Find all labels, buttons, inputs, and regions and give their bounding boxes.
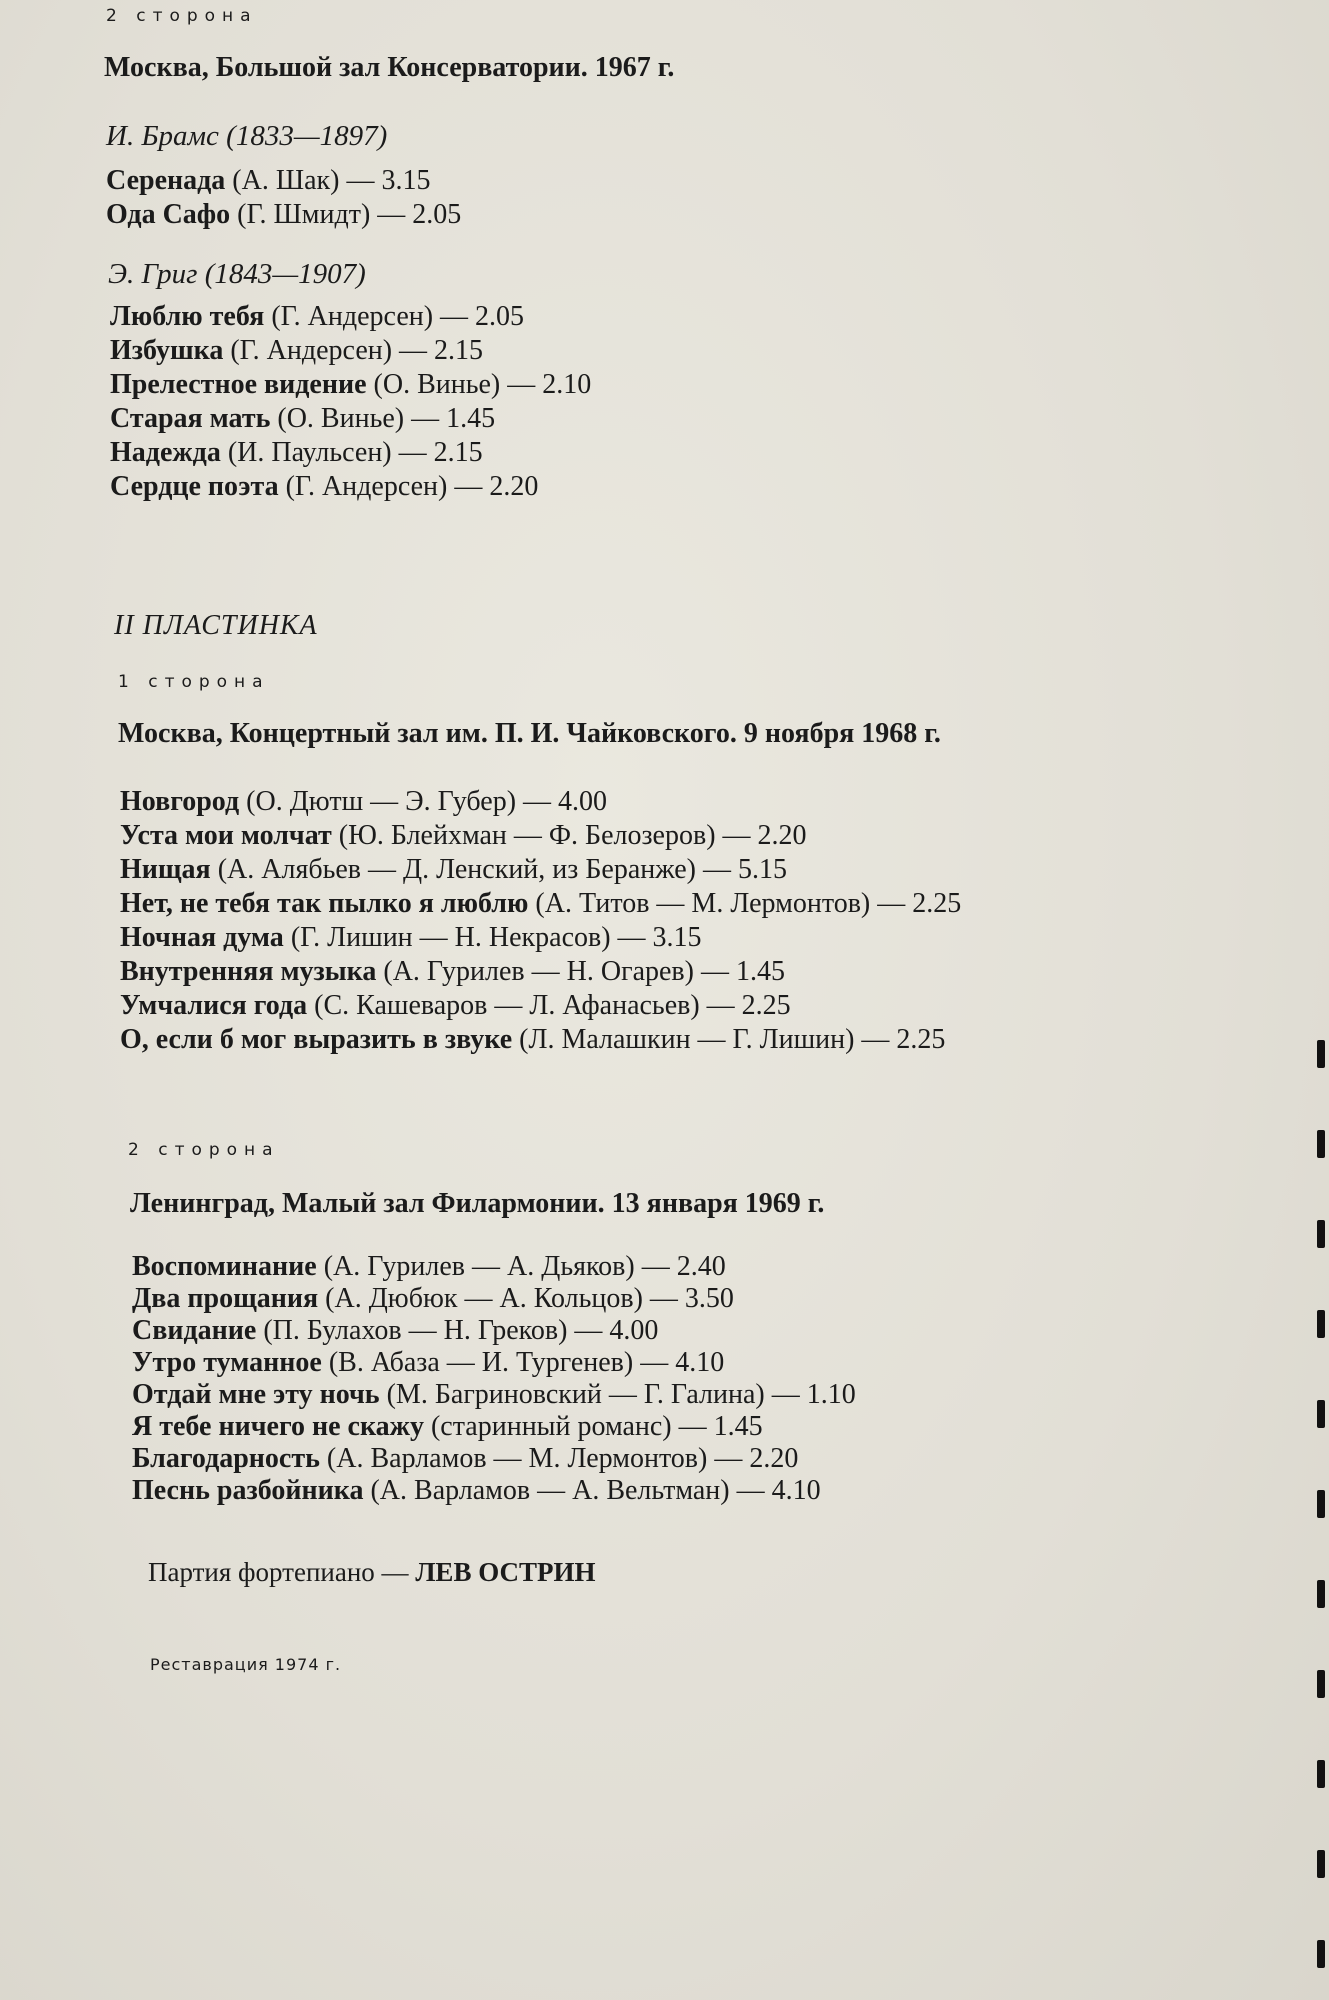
pianist-prefix: Партия фортепиано —	[148, 1557, 416, 1587]
track-details: (старинный романс) — 1.45	[423, 1411, 763, 1442]
track-details: (О. Винье) — 2.10	[366, 369, 592, 400]
track-title: Нет, не тебя так пылко я люблю	[120, 888, 529, 919]
track-title: Свидание	[132, 1315, 257, 1346]
track-title: Песнь разбойника	[132, 1475, 364, 1506]
track-item	[120, 819, 961, 853]
track-item	[110, 402, 591, 436]
composer-text: Э. Григ (1843—1907)	[108, 258, 366, 290]
track-title: Люблю тебя	[110, 301, 265, 332]
track-list-brahms	[106, 164, 461, 232]
track-item	[132, 1315, 856, 1347]
side-label-text: 2 сторона	[106, 6, 258, 26]
track-title: Прелестное видение	[110, 369, 367, 400]
track-title: Новгород	[120, 786, 240, 817]
track-item	[110, 300, 591, 334]
track-details: (Г. Лишин — Н. Некрасов) — 3.15	[283, 922, 702, 953]
track-details: (О. Дютш — Э. Губер) — 4.00	[239, 786, 608, 817]
track-item	[110, 368, 591, 402]
venue-text: Москва, Большой зал Консерватории. 1967 г.	[104, 52, 675, 83]
restoration-text: Реставрация 1974 г.	[150, 1655, 342, 1674]
track-title: Умчалися года	[120, 990, 308, 1021]
track-item	[132, 1411, 856, 1443]
track-item	[132, 1347, 856, 1379]
track-item	[132, 1443, 856, 1475]
side-label-r1s2	[106, 6, 258, 26]
record-2-heading	[114, 610, 318, 642]
pianist-credit-text	[148, 1557, 596, 1588]
track-title: Я тебе ничего не скажу	[132, 1411, 424, 1442]
binding-hole	[1317, 1130, 1325, 1158]
spiral-binding	[1315, 1000, 1329, 2000]
binding-hole	[1317, 1310, 1325, 1338]
track-title: Внутренняя музыка	[120, 956, 377, 987]
track-list-grieg	[110, 300, 591, 504]
binding-hole	[1317, 1940, 1325, 1968]
track-item	[106, 198, 461, 232]
restoration-note	[150, 1655, 341, 1674]
track-item	[120, 853, 961, 887]
track-title: Уста мои молчат	[120, 820, 332, 851]
track-item	[132, 1475, 856, 1507]
track-list-r2s2	[132, 1251, 856, 1507]
venue-r2s2	[130, 1188, 824, 1220]
track-title: Сердце поэта	[110, 471, 279, 502]
binding-hole	[1317, 1760, 1325, 1788]
track-details: (А. Варламов — А. Вельтман) — 4.10	[363, 1475, 821, 1506]
binding-hole	[1317, 1040, 1325, 1068]
composer-text: И. Брамс (1833—1897)	[106, 120, 388, 152]
side-label-text: 2 сторона	[128, 1140, 280, 1160]
track-details: (Г. Андерсен) — 2.05	[264, 301, 525, 332]
track-title: Благодарность	[132, 1443, 320, 1474]
track-title: Нищая	[120, 854, 211, 885]
track-details: (С. Кашеваров — Л. Афанасьев) — 2.25	[307, 990, 791, 1021]
binding-hole	[1317, 1670, 1325, 1698]
track-item	[120, 1023, 961, 1057]
track-details: (А. Дюбюк — А. Кольцов) — 3.50	[318, 1283, 734, 1314]
binding-hole	[1317, 1580, 1325, 1608]
track-details: (О. Винье) — 1.45	[270, 403, 496, 434]
pianist-name: ЛЕВ ОСТРИН	[415, 1557, 596, 1587]
track-details: (А. Гурилев — Н. Огарев) — 1.45	[376, 956, 785, 987]
binding-hole	[1317, 1400, 1325, 1428]
track-title: Утро туманное	[132, 1347, 322, 1378]
track-title: Старая мать	[110, 403, 271, 434]
track-title: Отдай мне эту ночь	[132, 1379, 380, 1410]
track-item	[132, 1283, 856, 1315]
binding-hole	[1317, 1220, 1325, 1248]
track-details: (А. Титов — М. Лермонтов) — 2.25	[528, 888, 962, 919]
track-item	[120, 785, 961, 819]
track-details: (Г. Шмидт) — 2.05	[230, 199, 462, 230]
track-details: (А. Алябьев — Д. Ленский, из Беранже) — 5.15	[210, 854, 787, 885]
track-details: (И. Паульсен) — 2.15	[220, 437, 483, 468]
track-item	[106, 164, 461, 198]
track-details: (А. Гурилев — А. Дьяков) — 2.40	[316, 1251, 726, 1282]
venue-text: Москва, Концертный зал им. П. И. Чайковского. 9 ноября 1968 г.	[118, 718, 941, 749]
track-details: (Ю. Блейхман — Ф. Белозеров) — 2.20	[331, 820, 807, 851]
track-details: (Г. Андерсен) — 2.15	[223, 335, 484, 366]
track-item	[120, 955, 961, 989]
track-details: (Л. Малашкин — Г. Лишин) — 2.25	[512, 1024, 946, 1055]
track-details: (А. Варламов — М. Лермонтов) — 2.20	[319, 1443, 799, 1474]
track-title: Воспоминание	[132, 1251, 317, 1282]
track-details: (М. Багриновский — Г. Галина) — 1.10	[379, 1379, 856, 1410]
pianist-credit	[148, 1557, 596, 1588]
track-title: Два прощания	[132, 1283, 319, 1314]
composer-grieg	[108, 258, 366, 291]
record-heading-text: II ПЛАСТИНКА	[114, 610, 318, 641]
track-details: (П. Булахов — Н. Греков) — 4.00	[256, 1315, 659, 1346]
binding-hole	[1317, 1490, 1325, 1518]
track-item	[110, 334, 591, 368]
side-label-text: 1 сторона	[118, 672, 270, 692]
track-item	[132, 1379, 856, 1411]
track-item	[132, 1251, 856, 1283]
binding-hole	[1317, 1850, 1325, 1878]
side-label-r2s1	[118, 672, 270, 692]
venue-text: Ленинград, Малый зал Филармонии. 13 января 1969 г.	[130, 1188, 825, 1219]
track-details: (В. Абаза — И. Тургенев) — 4.10	[321, 1347, 725, 1378]
side-label-r2s2	[128, 1140, 280, 1160]
track-title: Избушка	[110, 335, 224, 366]
venue-r2s1	[118, 718, 941, 750]
track-details: (А. Шак) — 3.15	[225, 165, 431, 196]
track-title: Ночная дума	[120, 922, 284, 953]
track-title: О, если б мог выразить в звуке	[120, 1024, 513, 1055]
track-title: Серенада	[106, 165, 226, 196]
composer-brahms	[106, 120, 387, 153]
track-list-r2s1	[120, 785, 961, 1057]
track-details: (Г. Андерсен) — 2.20	[278, 471, 539, 502]
venue-r1s2	[104, 52, 674, 84]
track-title: Надежда	[110, 437, 221, 468]
track-item	[110, 436, 591, 470]
track-item	[110, 470, 591, 504]
track-item	[120, 887, 961, 921]
track-item	[120, 989, 961, 1023]
track-item	[120, 921, 961, 955]
track-title: Ода Сафо	[106, 199, 231, 230]
